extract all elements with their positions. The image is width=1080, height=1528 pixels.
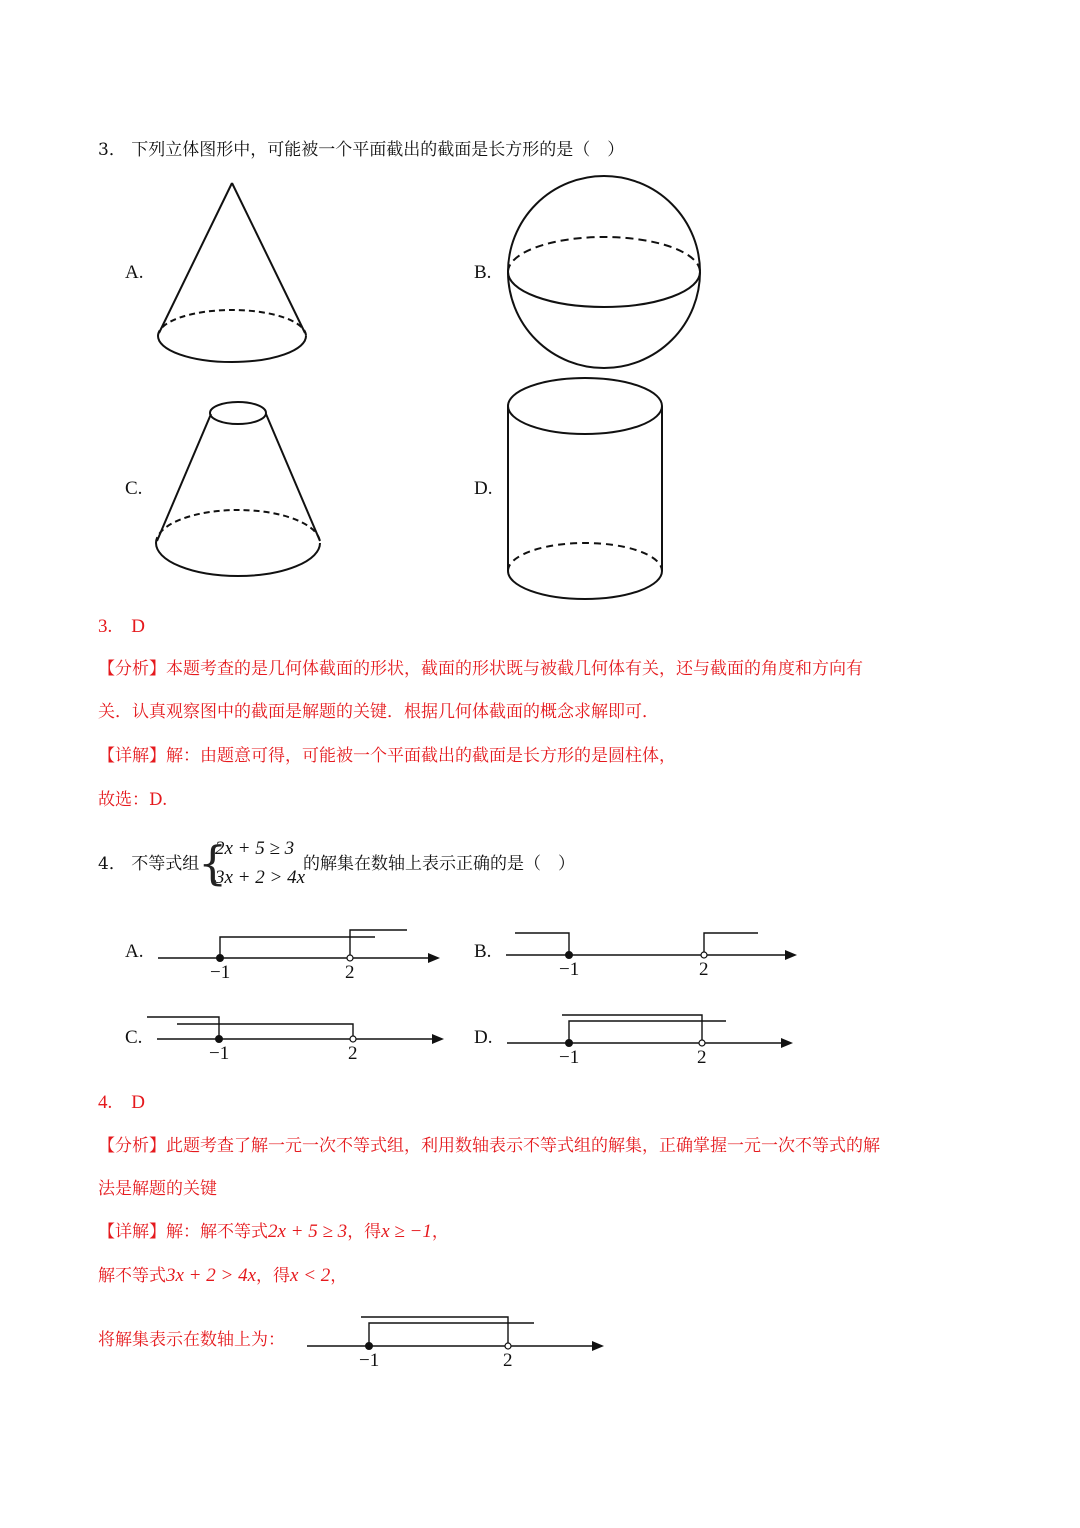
cylinder-top: [508, 378, 662, 434]
analysis-tag: 【分析】: [98, 1136, 166, 1156]
detail-tag: 【详解】: [98, 1222, 166, 1242]
closed-point: [217, 955, 223, 961]
question-stem-prefix: 不等式组: [131, 854, 200, 874]
answer-value: D: [131, 616, 145, 637]
open-point: [699, 1040, 705, 1046]
tick-label-2: 2: [697, 1047, 707, 1068]
tick-label-minus-1: −1: [210, 962, 231, 983]
analysis-3-line2: 关．认真观察图中的截面是解题的关键．根据几何体截面的概念求解即可．: [98, 702, 659, 722]
conclusion-3: 故选：D.: [98, 790, 168, 810]
arrow-icon: [428, 953, 440, 963]
analysis-text: 本题考查的是几何体截面的形状，截面的形状既与被截几何体有关，还与截面的角度和方向有: [166, 659, 863, 679]
inequality-1: 2x + 5 ≥ 3: [215, 838, 295, 859]
tick-label-minus-1: −1: [559, 959, 580, 980]
arrow-icon: [592, 1341, 604, 1351]
tick-label-2: 2: [345, 962, 355, 983]
open-point: [701, 952, 707, 958]
option-a-label: A.: [125, 262, 144, 283]
question-number: 3．: [98, 140, 126, 160]
brace-symbol: {: [198, 836, 228, 890]
option-d-label: D.: [474, 1027, 493, 1048]
arrow-icon: [785, 950, 797, 960]
question-number: 4．: [98, 854, 126, 874]
tick-label-2: 2: [503, 1350, 513, 1371]
tick-label-2: 2: [699, 959, 709, 980]
option-b-label: B.: [474, 941, 492, 962]
solution-ray: [562, 1015, 702, 1043]
detail-inequality: 2x + 5 ≥ 3: [268, 1221, 348, 1242]
answer-3: [98, 616, 145, 638]
detail-3: [98, 745, 676, 767]
closed-point: [366, 1343, 372, 1349]
solution-ray: [220, 937, 375, 958]
solution-ray: [704, 933, 758, 955]
answer-value: D: [131, 1092, 145, 1113]
open-point: [347, 955, 353, 961]
analysis-3-line1: [98, 658, 863, 680]
solution-ray: [369, 1323, 534, 1346]
frustum-top: [210, 402, 266, 424]
tick-label-minus-1: −1: [359, 1350, 380, 1371]
detail-4-line2: [98, 1265, 347, 1287]
solution-ray: [350, 930, 407, 958]
number-line-solution: [307, 1317, 604, 1371]
detail-text: ，得: [347, 1222, 382, 1242]
final-text: 将解集表示在数轴上为：: [98, 1330, 285, 1350]
answer-4: [98, 1092, 145, 1114]
detail-text: ，: [431, 1222, 449, 1242]
option-b-label: B.: [474, 262, 492, 283]
sphere-equator-hidden: [508, 237, 700, 272]
tick-label-minus-1: −1: [559, 1047, 580, 1068]
detail-text: 解：解不等式: [166, 1222, 268, 1242]
question-3: [98, 139, 624, 161]
frustum-figure: [156, 402, 320, 576]
open-point: [350, 1036, 356, 1042]
open-point: [505, 1343, 511, 1349]
option-c-label: C.: [125, 1027, 143, 1048]
answer-number: 4.: [98, 1092, 113, 1113]
question-stem-suffix: 的解集在数轴上表示正确的是（ ）: [303, 854, 575, 874]
tick-label-minus-1: −1: [209, 1043, 230, 1064]
detail-text: ，得: [256, 1266, 291, 1286]
sphere-outline: [508, 176, 700, 368]
detail-tag: 【详解】: [98, 746, 166, 766]
option-a-label: A.: [125, 941, 144, 962]
detail-4-line1: [98, 1221, 449, 1243]
solution-ray: [147, 1017, 219, 1039]
frustum-base-visible: [156, 543, 320, 576]
option-d-label: D.: [474, 478, 493, 499]
detail-result: x ≥ −1: [381, 1221, 432, 1242]
detail-text: ，: [330, 1266, 348, 1286]
detail-text: 解：由题意可得，可能被一个平面截出的截面是长方形的是圆柱体，: [166, 746, 676, 766]
cylinder-base-visible: [508, 571, 662, 599]
sphere-equator-visible: [508, 272, 700, 307]
sphere-figure: [508, 176, 700, 368]
arrow-icon: [432, 1034, 444, 1044]
solution-ray: [177, 1024, 353, 1039]
frustum-edge-left: [157, 414, 211, 541]
analysis-tag: 【分析】: [98, 659, 166, 679]
cone-base-hidden: [158, 310, 306, 336]
cone-base-visible: [158, 336, 306, 362]
cylinder-figure: [508, 378, 662, 599]
analysis-text: 此题考查了解一元一次不等式组，利用数轴表示不等式组的解集，正确掌握一元一次不等式的解: [166, 1136, 880, 1156]
closed-point: [566, 952, 572, 958]
solution-ray: [361, 1317, 508, 1346]
answer-number: 3.: [98, 616, 113, 637]
analysis-4-line2: 法是解题的关键: [98, 1179, 217, 1199]
detail-result: x < 2: [290, 1265, 331, 1286]
detail-text: 解不等式: [98, 1266, 166, 1286]
number-line-c: [147, 1017, 444, 1064]
frustum-base-hidden: [156, 510, 320, 543]
frustum-edge-right: [266, 414, 320, 541]
question-stem: 下列立体图形中，可能被一个平面截出的截面是长方形的是（ ）: [131, 140, 625, 160]
number-line-a: [158, 930, 440, 983]
option-c-label: C.: [125, 478, 143, 499]
tick-label-2: 2: [348, 1043, 358, 1064]
cone-figure: [158, 183, 306, 362]
question-4-number-stem: [98, 853, 199, 875]
number-line-d: [507, 1015, 793, 1068]
closed-point: [566, 1040, 572, 1046]
detail-inequality: 3x + 2 > 4x: [166, 1265, 257, 1286]
number-line-b: [506, 933, 797, 980]
analysis-4-line1: [98, 1135, 880, 1157]
inequality-2: 3x + 2 > 4x: [215, 867, 306, 888]
arrow-icon: [781, 1038, 793, 1048]
closed-point: [216, 1036, 222, 1042]
cylinder-base-hidden: [508, 543, 662, 571]
solution-ray: [515, 933, 569, 955]
